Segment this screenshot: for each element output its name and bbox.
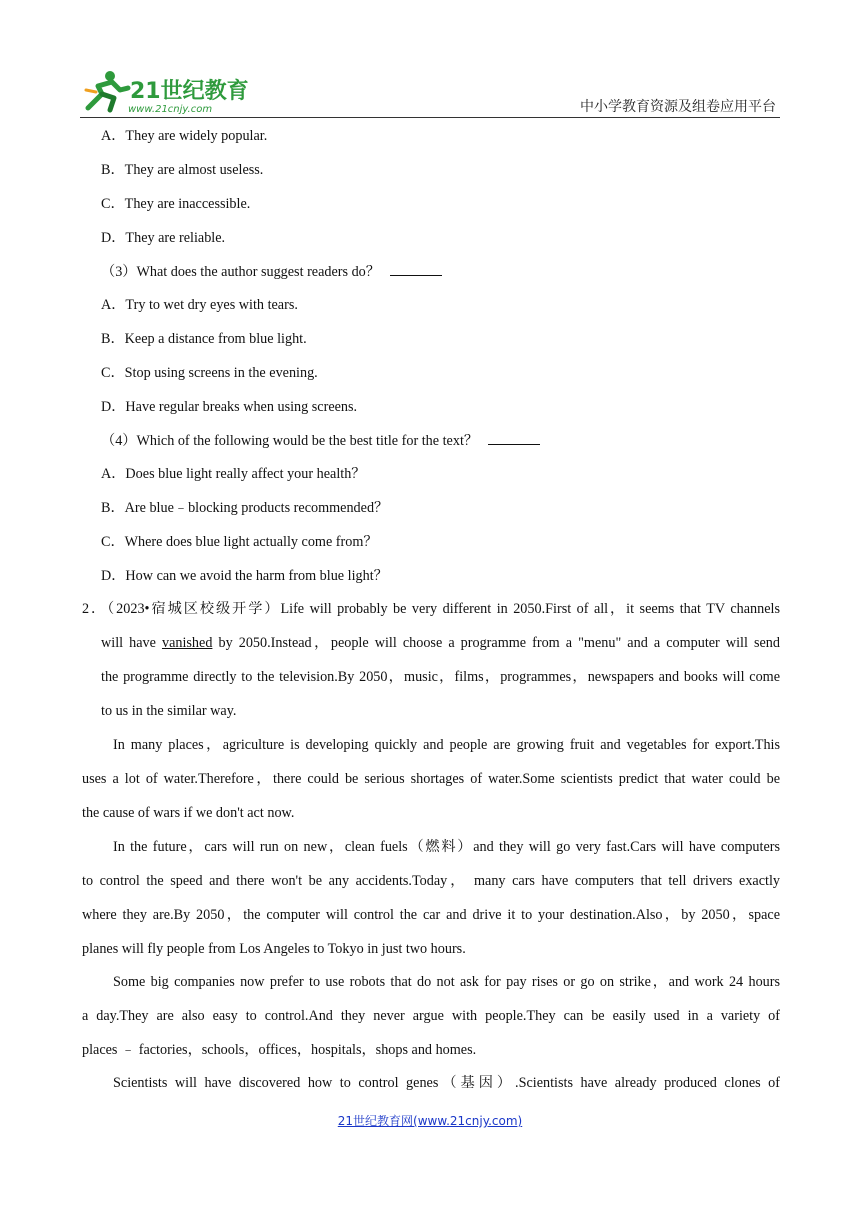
passage-line: a day.They are also easy to control.And they never argue with people.They can be easily used in a variety of xyxy=(82,1008,780,1024)
passage-line: Scientists will have discovered how to control genes（基因）.Scientists have already produced clones of xyxy=(113,1075,780,1091)
passage-line: planes will fly people from Los Angeles to Tokyo in just two hours. xyxy=(82,941,466,957)
passage-line: to us in the similar way. xyxy=(101,703,237,719)
site-logo xyxy=(80,68,250,116)
header-divider xyxy=(80,117,780,118)
q3-option-b: B．Keep a distance from blue light. xyxy=(101,331,307,347)
underlined-word: vanished xyxy=(161,635,213,651)
passage-line xyxy=(101,633,780,653)
footer-link[interactable]: 21世纪教育网(www.21cnjy.com) xyxy=(337,1114,523,1128)
q3-answer-blank[interactable] xyxy=(390,261,442,276)
passage-line: the cause of wars if we don't act now. xyxy=(82,805,295,821)
passage-line: places ﹣ factories，schools，offices，hospitals，shops and homes. xyxy=(82,1042,477,1058)
passage-line: uses a lot of water.Therefore，there could be serious shortages of water.Some scientists predict that water could be xyxy=(82,771,780,787)
q2-option-b: B．They are almost useless. xyxy=(101,162,264,178)
passage-line: Some big companies now prefer to use robots that do not ask for pay rises or go on strike，and work 24 hours xyxy=(113,974,780,990)
passage-line: the programme directly to the television.By 2050，music，films，programmes，newspapers and books will come xyxy=(101,669,780,685)
passage-line: 2．（2023•宿城区校级开学）Life will probably be very different in 2050.First of all，it seems that TV channels xyxy=(82,601,780,617)
q2-option-a: A．They are widely popular. xyxy=(101,128,268,144)
passage-line: to control the speed and there won't be any accidents.Today， many cars have computers that tell drivers exactly xyxy=(82,873,780,889)
q4-option-a: A．Does blue light really affect your health？ xyxy=(101,466,366,482)
q4-stem-line xyxy=(101,430,540,451)
q3-option-a: A．Try to wet dry eyes with tears. xyxy=(101,297,298,313)
q3-option-c: C．Stop using screens in the evening. xyxy=(101,365,318,381)
q4-option-b: B．Are blue﹣blocking products recommended？ xyxy=(101,500,389,516)
q4-option-c: C．Where does blue light actually come from？ xyxy=(101,534,378,550)
q4-answer-blank[interactable] xyxy=(488,430,540,445)
q3-stem: （3）What does the author suggest readers do？ xyxy=(101,264,380,280)
q2-option-c: C．They are inaccessible. xyxy=(101,196,251,212)
page-header xyxy=(80,66,780,118)
passage-line: where they are.By 2050，the computer will control the car and drive it to your destination.Also，by 2050，space xyxy=(82,907,780,923)
q3-stem-line xyxy=(101,261,442,282)
q4-option-d: D．How can we avoid the harm from blue light？ xyxy=(101,568,388,584)
passage-text: by 2050.Instead，people will choose a programme from a "menu" and a computer will send xyxy=(212,635,780,651)
logo-text: 21世纪教育 xyxy=(130,79,249,104)
passage-text: will have xyxy=(101,635,162,651)
logo-url: www.21cnjy.com xyxy=(128,104,213,115)
passage-line: In many places，agriculture is developing quickly and people are growing fruit and vegetables for export.This xyxy=(113,737,780,753)
q3-option-d: D．Have regular breaks when using screens. xyxy=(101,399,358,415)
passage-line: In the future，cars will run on new，clean fuels（燃料）and they will go very fast.Cars will have computers xyxy=(113,839,780,855)
platform-title: 中小学教育资源及组卷应用平台 xyxy=(580,99,776,115)
q2-option-d: D．They are reliable. xyxy=(101,230,226,246)
q4-stem: （4）Which of the following would be the best title for the text？ xyxy=(101,433,479,449)
